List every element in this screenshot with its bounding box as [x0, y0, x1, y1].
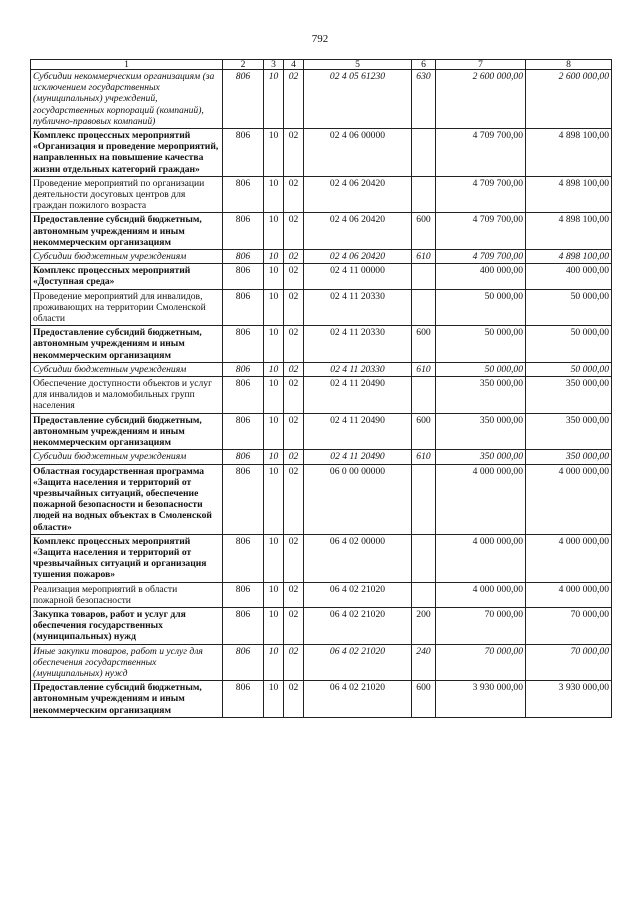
cell-section: 10: [264, 582, 284, 607]
col-header-name: 1: [31, 60, 223, 70]
cell-grbs: 806: [223, 264, 264, 289]
cell-expense-type: [412, 289, 436, 326]
cell-target-article: 02 4 05 61230: [304, 70, 412, 129]
cell-target-article: 06 4 02 21020: [304, 681, 412, 718]
col-header-sum-year2: 8: [526, 60, 612, 70]
cell-sum-year2: 4 000 000,00: [526, 534, 612, 582]
cell-section: 10: [264, 377, 284, 414]
cell-expense-type: 610: [412, 250, 436, 264]
col-header-expense-type: 6: [412, 60, 436, 70]
cell-sum-year2: 4 000 000,00: [526, 464, 612, 534]
cell-section: 10: [264, 289, 284, 326]
cell-sum-year2: 400 000,00: [526, 264, 612, 289]
cell-target-article: 02 4 06 00000: [304, 129, 412, 177]
cell-sum-year2: 4 898 100,00: [526, 213, 612, 250]
cell-name: Предоставление субсидий бюджетным, автономным учреждениям и иным некоммерческим организациям: [31, 326, 223, 363]
cell-sum-year2: 3 930 000,00: [526, 681, 612, 718]
cell-target-article: 02 4 11 20490: [304, 377, 412, 414]
cell-section: 10: [264, 607, 284, 644]
cell-sum-year1: 2 600 000,00: [436, 70, 526, 129]
cell-name: Закупка товаров, работ и услуг для обеспечения государственных (муниципальных) нужд: [31, 607, 223, 644]
cell-expense-type: 630: [412, 70, 436, 129]
cell-subsection: 02: [284, 464, 304, 534]
cell-name: Субсидии некоммерческим организациям (за исключением государственных (муниципальных) учреждений, государственных корпораций (компаний), публично-правовых компаний): [31, 70, 223, 129]
cell-expense-type: 610: [412, 362, 436, 376]
header-row: [31, 60, 612, 70]
cell-expense-type: [412, 176, 436, 213]
cell-subsection: 02: [284, 450, 304, 464]
cell-grbs: 806: [223, 326, 264, 363]
cell-subsection: 02: [284, 644, 304, 681]
cell-target-article: 02 4 11 20330: [304, 289, 412, 326]
cell-expense-type: [412, 377, 436, 414]
table-row: [31, 681, 612, 718]
cell-target-article: 02 4 11 00000: [304, 264, 412, 289]
cell-sum-year2: 350 000,00: [526, 377, 612, 414]
cell-subsection: 02: [284, 681, 304, 718]
cell-section: 10: [264, 250, 284, 264]
cell-target-article: 06 0 00 00000: [304, 464, 412, 534]
cell-subsection: 02: [284, 413, 304, 450]
cell-subsection: 02: [284, 70, 304, 129]
cell-name: Комплекс процессных мероприятий «Защита населения и территорий от чрезвычайных ситуаций и организация тушения пожаров»: [31, 534, 223, 582]
cell-target-article: 02 4 11 20330: [304, 326, 412, 363]
cell-name: Субсидии бюджетным учреждениям: [31, 250, 223, 264]
table-row: [31, 250, 612, 264]
cell-sum-year2: 350 000,00: [526, 413, 612, 450]
cell-grbs: 806: [223, 464, 264, 534]
table-row: [31, 607, 612, 644]
cell-grbs: 806: [223, 176, 264, 213]
table-row: [31, 413, 612, 450]
cell-name: Комплекс процессных мероприятий «Организация и проведение мероприятий, направленных на повышение качества жизни отдельных категорий граждан»: [31, 129, 223, 177]
cell-name: Проведение мероприятий для инвалидов, проживающих на территории Смоленской области: [31, 289, 223, 326]
cell-name: Субсидии бюджетным учреждениям: [31, 362, 223, 376]
cell-name: Обеспечение доступности объектов и услуг для инвалидов и маломобильных групп населения: [31, 377, 223, 414]
cell-grbs: 806: [223, 250, 264, 264]
cell-section: 10: [264, 213, 284, 250]
cell-sum-year2: 70 000,00: [526, 644, 612, 681]
cell-name: Предоставление субсидий бюджетным, автономным учреждениям и иным некоммерческим организациям: [31, 413, 223, 450]
cell-sum-year2: 4 898 100,00: [526, 250, 612, 264]
budget-table: [30, 59, 612, 718]
cell-expense-type: [412, 129, 436, 177]
cell-grbs: 806: [223, 362, 264, 376]
cell-expense-type: [412, 264, 436, 289]
cell-sum-year1: 350 000,00: [436, 377, 526, 414]
cell-section: 10: [264, 176, 284, 213]
cell-sum-year2: 50 000,00: [526, 362, 612, 376]
cell-target-article: 02 4 06 20420: [304, 213, 412, 250]
cell-subsection: 02: [284, 176, 304, 213]
cell-subsection: 02: [284, 250, 304, 264]
cell-target-article: 06 4 02 00000: [304, 534, 412, 582]
table-row: [31, 176, 612, 213]
cell-expense-type: [412, 582, 436, 607]
cell-subsection: 02: [284, 289, 304, 326]
cell-expense-type: 600: [412, 413, 436, 450]
cell-sum-year2: 350 000,00: [526, 450, 612, 464]
cell-section: 10: [264, 681, 284, 718]
cell-name: Субсидии бюджетным учреждениям: [31, 450, 223, 464]
cell-target-article: 02 4 06 20420: [304, 250, 412, 264]
cell-section: 10: [264, 362, 284, 376]
cell-section: 10: [264, 464, 284, 534]
cell-expense-type: [412, 534, 436, 582]
cell-sum-year2: 4 898 100,00: [526, 176, 612, 213]
cell-expense-type: 200: [412, 607, 436, 644]
table-body: [31, 70, 612, 718]
cell-grbs: 806: [223, 644, 264, 681]
cell-subsection: 02: [284, 213, 304, 250]
cell-sum-year1: 4 000 000,00: [436, 464, 526, 534]
cell-subsection: 02: [284, 534, 304, 582]
table-row: [31, 644, 612, 681]
cell-grbs: 806: [223, 70, 264, 129]
cell-sum-year1: 4 709 700,00: [436, 213, 526, 250]
table-row: [31, 582, 612, 607]
col-header-grbs: 2: [223, 60, 264, 70]
table-row: [31, 534, 612, 582]
cell-target-article: 02 4 11 20330: [304, 362, 412, 376]
cell-sum-year1: 4 709 700,00: [436, 129, 526, 177]
cell-subsection: 02: [284, 582, 304, 607]
cell-sum-year2: 50 000,00: [526, 289, 612, 326]
cell-expense-type: 610: [412, 450, 436, 464]
cell-section: 10: [264, 413, 284, 450]
cell-expense-type: 600: [412, 681, 436, 718]
cell-section: 10: [264, 70, 284, 129]
cell-grbs: 806: [223, 450, 264, 464]
cell-section: 10: [264, 129, 284, 177]
cell-sum-year1: 4 000 000,00: [436, 534, 526, 582]
cell-sum-year1: 3 930 000,00: [436, 681, 526, 718]
cell-sum-year1: 4 000 000,00: [436, 582, 526, 607]
cell-sum-year1: 70 000,00: [436, 607, 526, 644]
table-row: [31, 129, 612, 177]
cell-name: Областная государственная программа «Защита населения и территорий от чрезвычайных ситуаций, обеспечение пожарной безопасности и безопасности людей на водных объектах в Смоленской области»: [31, 464, 223, 534]
cell-sum-year2: 4 898 100,00: [526, 129, 612, 177]
cell-grbs: 806: [223, 213, 264, 250]
cell-sum-year1: 50 000,00: [436, 326, 526, 363]
cell-sum-year2: 4 000 000,00: [526, 582, 612, 607]
col-header-subsection: 4: [284, 60, 304, 70]
cell-section: 10: [264, 450, 284, 464]
table-row: [31, 464, 612, 534]
cell-grbs: 806: [223, 129, 264, 177]
cell-name: Проведение мероприятий по организации деятельности досуговых центров для граждан пожилого возраста: [31, 176, 223, 213]
cell-target-article: 06 4 02 21020: [304, 582, 412, 607]
cell-sum-year2: 70 000,00: [526, 607, 612, 644]
cell-grbs: 806: [223, 582, 264, 607]
cell-section: 10: [264, 534, 284, 582]
cell-grbs: 806: [223, 289, 264, 326]
cell-target-article: 02 4 11 20490: [304, 450, 412, 464]
cell-target-article: 06 4 02 21020: [304, 607, 412, 644]
cell-target-article: 06 4 02 21020: [304, 644, 412, 681]
cell-section: 10: [264, 264, 284, 289]
cell-sum-year1: 4 709 700,00: [436, 176, 526, 213]
cell-sum-year1: 350 000,00: [436, 413, 526, 450]
cell-subsection: 02: [284, 362, 304, 376]
cell-subsection: 02: [284, 264, 304, 289]
cell-subsection: 02: [284, 129, 304, 177]
cell-subsection: 02: [284, 377, 304, 414]
cell-sum-year1: 350 000,00: [436, 450, 526, 464]
cell-expense-type: [412, 464, 436, 534]
cell-section: 10: [264, 644, 284, 681]
table-row: [31, 264, 612, 289]
cell-name: Реализация мероприятий в области пожарной безопасности: [31, 582, 223, 607]
cell-sum-year1: 4 709 700,00: [436, 250, 526, 264]
cell-subsection: 02: [284, 326, 304, 363]
cell-grbs: 806: [223, 413, 264, 450]
cell-name: Иные закупки товаров, работ и услуг для обеспечения государственных (муниципальных) нужд: [31, 644, 223, 681]
table-row: [31, 70, 612, 129]
cell-name: Предоставление субсидий бюджетным, автономным учреждениям и иным некоммерческим организациям: [31, 213, 223, 250]
col-header-target-article: 5: [304, 60, 412, 70]
cell-grbs: 806: [223, 377, 264, 414]
cell-name: Комплекс процессных мероприятий «Доступная среда»: [31, 264, 223, 289]
cell-expense-type: 600: [412, 213, 436, 250]
cell-sum-year1: 400 000,00: [436, 264, 526, 289]
col-header-sum-year1: 7: [436, 60, 526, 70]
cell-sum-year2: 50 000,00: [526, 326, 612, 363]
table-row: [31, 289, 612, 326]
cell-target-article: 02 4 11 20490: [304, 413, 412, 450]
cell-subsection: 02: [284, 607, 304, 644]
table-row: [31, 326, 612, 363]
cell-sum-year2: 2 600 000,00: [526, 70, 612, 129]
cell-expense-type: 240: [412, 644, 436, 681]
cell-sum-year1: 70 000,00: [436, 644, 526, 681]
page-number: 792: [311, 33, 329, 45]
col-header-section: 3: [264, 60, 284, 70]
cell-target-article: 02 4 06 20420: [304, 176, 412, 213]
cell-grbs: 806: [223, 534, 264, 582]
cell-grbs: 806: [223, 607, 264, 644]
table-row: [31, 450, 612, 464]
cell-name: Предоставление субсидий бюджетным, автономным учреждениям и иным некоммерческим организациям: [31, 681, 223, 718]
cell-grbs: 806: [223, 681, 264, 718]
table-row: [31, 362, 612, 376]
cell-sum-year1: 50 000,00: [436, 289, 526, 326]
cell-section: 10: [264, 326, 284, 363]
table-row: [31, 213, 612, 250]
cell-sum-year1: 50 000,00: [436, 362, 526, 376]
cell-expense-type: 600: [412, 326, 436, 363]
table-row: [31, 377, 612, 414]
